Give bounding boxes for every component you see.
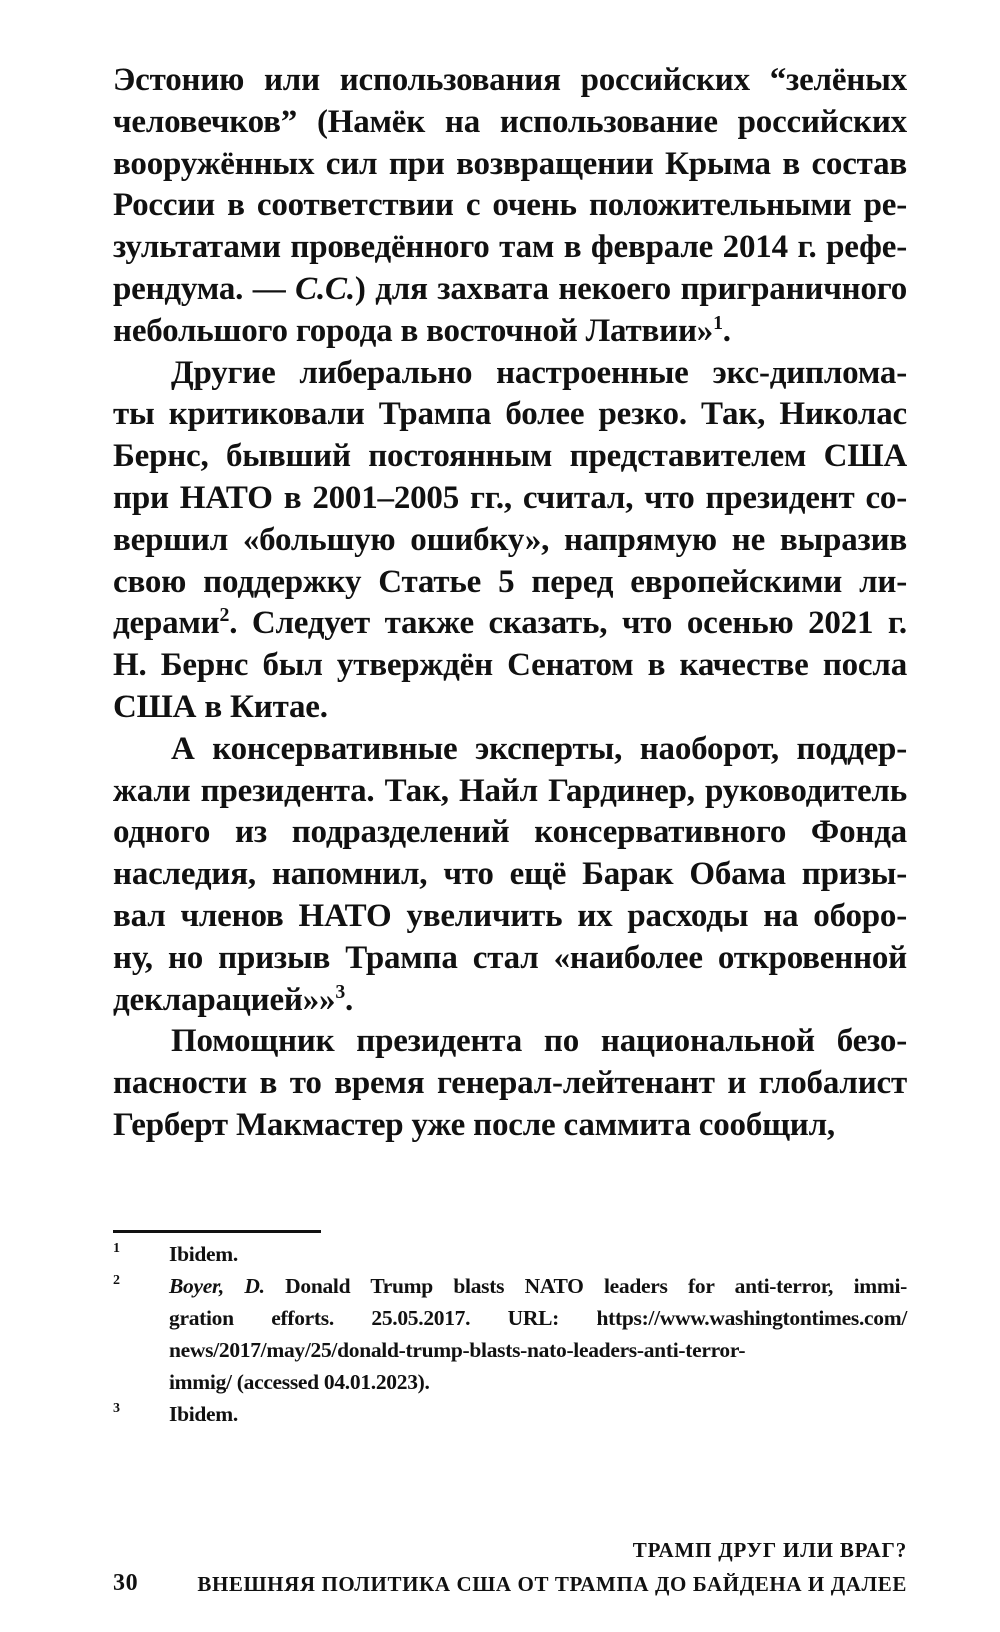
text-line: человечков” (Намёк на использование российских xyxy=(113,103,907,140)
footnote-author: Boyer, D. xyxy=(169,1274,265,1298)
text-line xyxy=(113,311,907,353)
text-fragment: . Следует также сказать, что осенью 2021 г. xyxy=(229,605,907,642)
main-text xyxy=(113,60,907,1147)
text-line: Другие либерально настроенные экс-диплома- xyxy=(171,354,907,391)
text-fragment: . xyxy=(345,981,354,1018)
text-line xyxy=(113,603,907,645)
text-line: Эстонию или использования российских “зелёных xyxy=(113,62,907,98)
text-line: зультатами проведённого там в феврале 2014 г. рефе- xyxy=(113,229,907,266)
text-line xyxy=(113,269,907,311)
book-title: ВНЕШНЯЯ ПОЛИТИКА США ОТ ТРАМПА ДО БАЙДЕНА И ДАЛЕЕ xyxy=(197,1572,907,1596)
footnote-ref[interactable]: 2 xyxy=(219,604,230,627)
text-line: Бернс, бывший постоянным представителем США xyxy=(113,438,907,475)
footnote-3 xyxy=(113,1398,907,1430)
footnote-1 xyxy=(113,1238,907,1270)
footnote-ref[interactable]: 1 xyxy=(713,311,723,334)
text-line: одного из подразделений консервативного Фонда xyxy=(113,814,907,851)
text-line: ты критиковали Трампа более резко. Так, Николас xyxy=(113,396,907,433)
text-line: при НАТО в 2001–2005 гг., считал, что президент со- xyxy=(113,479,907,516)
text-fragment: декларацией»» xyxy=(113,981,336,1018)
text-line xyxy=(113,980,907,1022)
footnote-text xyxy=(169,1270,907,1302)
footnote-url[interactable]: news/2017/may/25/donald-trump-blasts-nato-leaders-anti-terror- xyxy=(169,1338,746,1362)
text-fragment: небольшого города в восточной Латвии» xyxy=(113,312,714,349)
text-fragment: рендума. — xyxy=(113,270,296,307)
footnote-divider xyxy=(113,1230,321,1233)
text-line: вершил «большую ошибку», напрямую не выразив xyxy=(113,521,907,558)
footnote-fragment: Donald Trump blasts NATO leaders for anti-terror, immi- xyxy=(264,1274,907,1298)
footnote-mark: 2 xyxy=(113,1273,120,1288)
footnote-text: Ibidem. xyxy=(169,1402,238,1426)
text-line: жали президента. Так, Найл Гардинер, руководитель xyxy=(113,772,907,809)
text-line: Герберт Макмастер уже после саммита сообщил, xyxy=(113,1106,835,1143)
text-line: Н. Бернс был утверждён Сенатом в качестве посла xyxy=(113,647,907,684)
footnote-ref[interactable]: 3 xyxy=(335,980,346,1003)
text-line: наследия, напомнил, что ещё Барак Обама призы- xyxy=(113,856,907,893)
footnote-text[interactable]: gration efforts. 25.05.2017. URL: https://www.washingtontimes.com/ xyxy=(169,1306,907,1330)
text-fragment: дерами xyxy=(113,605,220,642)
text-line: вал членов НАТО увеличить их расходы на оборо- xyxy=(113,897,907,934)
footnote-mark: 1 xyxy=(113,1241,120,1256)
text-line: А консервативные эксперты, наоборот, поддер- xyxy=(171,730,907,767)
footnotes xyxy=(113,1238,907,1430)
text-line: ну, но призыв Трампа стал «наиболее откровенной xyxy=(113,939,907,976)
text-line: США в Китае. xyxy=(113,688,328,725)
footnote-text: immig/ (accessed 04.01.2023). xyxy=(169,1370,430,1394)
footnote-text: Ibidem. xyxy=(169,1242,238,1266)
footnote-2 xyxy=(113,1270,907,1398)
footnote-mark: 3 xyxy=(113,1401,120,1416)
text-fragment: ) для захвата некоего приграничного xyxy=(354,270,908,307)
page-number: 30 xyxy=(113,1570,139,1596)
text-line: пасности в то время генерал-лейтенант и глобалист xyxy=(113,1065,907,1102)
text-line: вооружённых сил при возвращении Крыма в состав xyxy=(113,145,907,182)
text-line: России в соответствии с очень положительными ре- xyxy=(113,187,907,224)
text-line: Помощник президента по национальной безо- xyxy=(171,1023,907,1060)
author-initials: С.С. xyxy=(295,270,355,307)
text-line: свою поддержку Статье 5 перед европейскими ли- xyxy=(113,563,907,600)
text-fragment: . xyxy=(722,312,731,349)
running-head: ТРАМП ДРУГ ИЛИ ВРАГ? xyxy=(632,1538,907,1562)
